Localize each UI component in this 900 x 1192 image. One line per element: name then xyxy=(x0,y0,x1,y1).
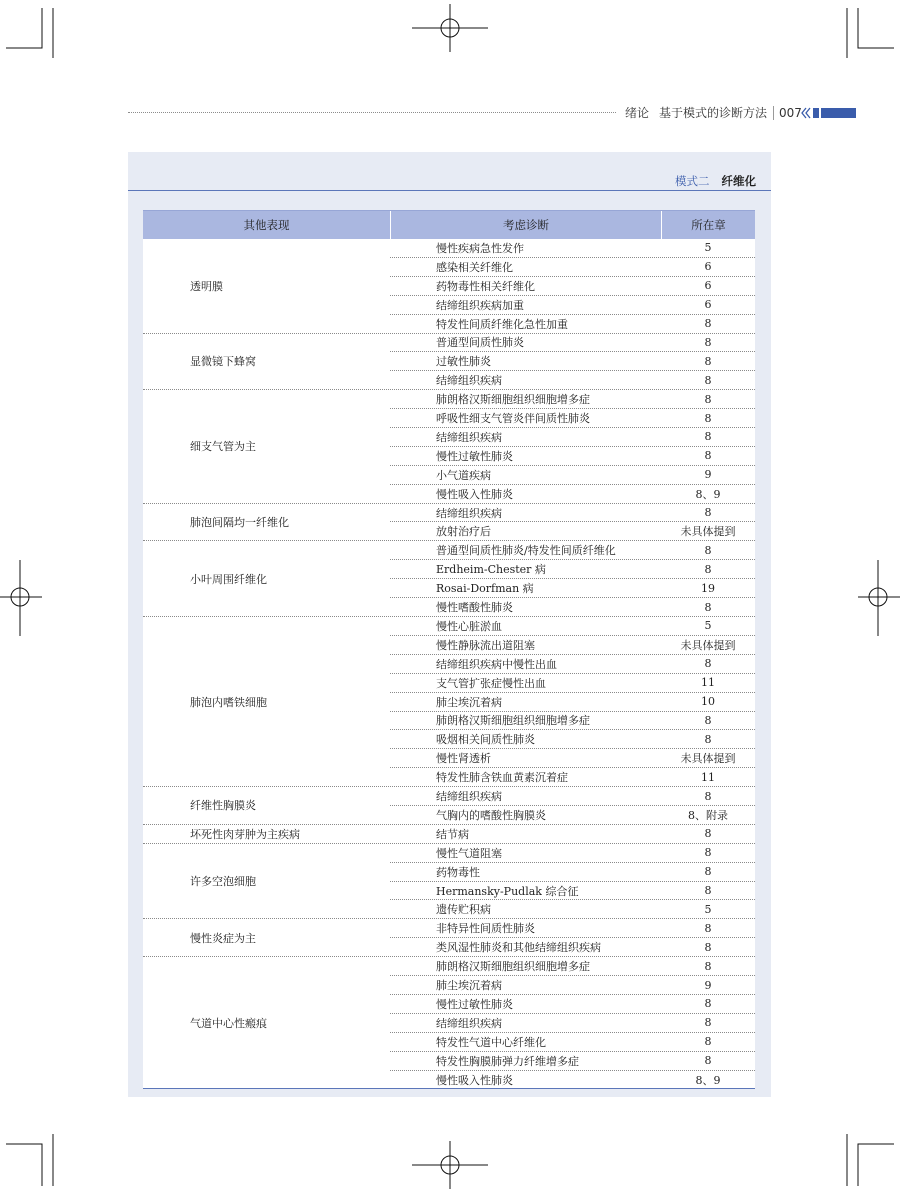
page-tab-decoration xyxy=(800,105,858,121)
diagnosis-cell: 肺尘埃沉着病 xyxy=(436,979,502,992)
column-header-other-findings: 其他表现 xyxy=(243,218,290,232)
table-row xyxy=(390,957,755,976)
running-header-separator xyxy=(773,106,774,120)
table-group xyxy=(143,957,755,1089)
table-group xyxy=(143,617,755,787)
diagnosis-cell: Erdheim-Chester 病 xyxy=(436,563,546,577)
diagnosis-cell: 药物毒性相关纤维化 xyxy=(436,279,535,293)
table-header-row xyxy=(143,210,755,239)
chapter-cell: 8 xyxy=(704,449,712,463)
chapter-cell: 6 xyxy=(704,298,712,312)
feature-cell: 许多空泡细胞 xyxy=(190,875,256,889)
table-row xyxy=(390,541,755,560)
table-row xyxy=(390,334,755,353)
tab-block-small xyxy=(813,108,819,118)
diagnosis-cell: 结缔组织疾病 xyxy=(436,506,502,520)
table-row xyxy=(390,296,755,315)
diagnosis-cell: 慢性疾病急性发作 xyxy=(436,241,524,255)
table-row xyxy=(390,825,755,843)
chapter-cell: 8 xyxy=(704,959,712,973)
panel-heading xyxy=(675,174,756,188)
diagnosis-cell: 感染相关纤维化 xyxy=(436,260,513,274)
running-header-dotted-rule xyxy=(128,112,616,113)
chapter-cell: 8 xyxy=(704,600,712,614)
diagnosis-cell: 慢性心脏淤血 xyxy=(436,619,502,633)
table-row xyxy=(390,1071,755,1089)
diagnosis-cell: 遗传贮积病 xyxy=(436,903,491,917)
feature-cell: 坏死性肉芽肿为主疾病 xyxy=(190,827,300,841)
double-chevron-icon xyxy=(802,108,810,118)
diagnosis-cell: 吸烟相关间质性肺炎 xyxy=(436,733,535,747)
diagnosis-cell: 慢性静脉流出道阻塞 xyxy=(436,638,535,652)
chapter-cell: 8、附录 xyxy=(688,808,728,822)
table-row xyxy=(390,844,755,863)
table-row xyxy=(390,504,755,523)
table-row xyxy=(390,315,755,333)
diagnosis-rows xyxy=(390,504,755,541)
table-row xyxy=(390,863,755,882)
registration-mark-right xyxy=(858,560,900,636)
diagnosis-cell: 气胸内的嗜酸性胸膜炎 xyxy=(436,808,546,822)
table-row xyxy=(390,882,755,901)
diagnosis-rows xyxy=(390,617,755,786)
crop-mark-bottom-left xyxy=(6,1134,53,1186)
diagnosis-cell: 肺朗格汉斯细胞组织细胞增多症 xyxy=(436,960,590,974)
chapter-cell: 8 xyxy=(704,430,712,444)
registration-mark-bottom xyxy=(412,1141,488,1189)
diagnosis-rows xyxy=(390,239,755,333)
diagnosis-cell: 结缔组织疾病 xyxy=(436,430,502,444)
table-row xyxy=(390,598,755,616)
chapter-cell: 11 xyxy=(701,770,715,784)
diagnosis-cell: 小气道疾病 xyxy=(436,468,491,482)
chapter-cell: 8 xyxy=(704,940,712,954)
chapter-cell: 8 xyxy=(704,789,712,803)
table-row xyxy=(390,768,755,786)
chapter-cell: 8 xyxy=(704,827,712,841)
chapter-cell: 8 xyxy=(704,562,712,576)
table-row xyxy=(390,712,755,731)
table-row xyxy=(390,617,755,636)
chapter-cell: 9 xyxy=(704,468,712,482)
chapter-cell: 8 xyxy=(704,392,712,406)
table-group xyxy=(143,919,755,957)
table-row xyxy=(390,900,755,918)
chapter-cell: 8 xyxy=(704,1054,712,1068)
running-header-chapter: 绪论 xyxy=(625,106,650,120)
table-row xyxy=(390,655,755,674)
feature-cell: 慢性炎症为主 xyxy=(190,931,256,945)
diagnosis-cell: 慢性肾透析 xyxy=(436,752,491,766)
diagnosis-rows xyxy=(390,919,755,956)
table-row xyxy=(390,1014,755,1033)
chapter-cell: 8 xyxy=(704,865,712,879)
table-row xyxy=(390,1052,755,1071)
diagnosis-cell: 药物毒性 xyxy=(436,865,480,879)
chapter-cell: 8 xyxy=(704,997,712,1011)
diagnosis-cell: Hermansky-Pudlak 综合征 xyxy=(436,884,579,898)
chapter-cell: 8 xyxy=(704,846,712,860)
chapter-cell: 11 xyxy=(701,676,715,690)
chapter-cell: 8、9 xyxy=(695,487,721,501)
diagnosis-rows xyxy=(390,787,755,824)
chapter-cell: 8 xyxy=(704,373,712,387)
table-row xyxy=(390,1033,755,1052)
diagnosis-cell: 慢性过敏性肺炎 xyxy=(436,997,513,1011)
table-group xyxy=(143,504,755,542)
panel-heading-rule xyxy=(128,190,771,191)
running-header-section: 基于模式的诊断方法 xyxy=(659,106,768,120)
diagnosis-cell: 特发性气道中心纤维化 xyxy=(436,1035,546,1049)
chapter-cell: 8 xyxy=(704,543,712,557)
table-row xyxy=(390,258,755,277)
diagnosis-cell: 支气管扩张症慢性出血 xyxy=(436,676,546,690)
table-group xyxy=(143,844,755,920)
diagnosis-cell: 慢性嗜酸性肺炎 xyxy=(436,601,513,615)
table-row xyxy=(390,466,755,485)
table-row xyxy=(390,693,755,712)
diagnosis-rows xyxy=(390,390,755,502)
diagnosis-cell: 结缔组织疾病加重 xyxy=(436,298,524,312)
feature-cell: 气道中心性瘢痕 xyxy=(190,1016,267,1030)
chapter-cell: 8 xyxy=(704,335,712,349)
diagnosis-table xyxy=(143,210,755,1089)
tab-block-bar xyxy=(821,108,856,118)
chapter-cell: 19 xyxy=(701,581,715,595)
table-row xyxy=(390,447,755,466)
diagnosis-cell: 过敏性肺炎 xyxy=(436,355,491,369)
chapter-cell: 未具体提到 xyxy=(680,525,736,539)
chapter-cell: 8 xyxy=(704,354,712,368)
diagnosis-cell: 特发性胸膜肺弹力纤维增多症 xyxy=(436,1054,579,1068)
diagnosis-rows xyxy=(390,957,755,1088)
diagnosis-cell: 结缔组织疾病 xyxy=(436,374,502,388)
feature-cell: 小叶周围纤维化 xyxy=(190,572,267,586)
diagnosis-cell: 结缔组织疾病中慢性出血 xyxy=(436,657,557,671)
table-group xyxy=(143,541,755,617)
table-group xyxy=(143,787,755,825)
diagnosis-cell: 类风湿性肺炎和其他结缔组织疾病 xyxy=(436,941,601,955)
crop-mark-top-left xyxy=(6,8,53,58)
chapter-cell: 9 xyxy=(704,978,712,992)
crop-mark-bottom-right xyxy=(847,1134,894,1186)
table-row xyxy=(390,674,755,693)
chapter-cell: 8 xyxy=(704,732,712,746)
diagnosis-cell: 慢性吸入性肺炎 xyxy=(436,1073,513,1087)
chapter-cell: 6 xyxy=(704,279,712,293)
diagnosis-cell: 慢性气道阻塞 xyxy=(436,846,502,860)
diagnosis-rows xyxy=(390,825,755,843)
chapter-cell: 5 xyxy=(704,902,712,916)
pattern-label: 模式二 xyxy=(675,174,710,188)
chapter-cell: 10 xyxy=(701,695,715,709)
diagnosis-cell: 放射治疗后 xyxy=(436,525,491,539)
chapter-cell: 8 xyxy=(704,884,712,898)
chapter-cell: 8、9 xyxy=(695,1073,721,1087)
table-row xyxy=(390,409,755,428)
table-row xyxy=(390,352,755,371)
table-row xyxy=(390,428,755,447)
content-panel xyxy=(128,152,771,1097)
table-row xyxy=(390,806,755,824)
diagnosis-cell: 肺朗格汉斯细胞组织细胞增多症 xyxy=(436,714,590,728)
diagnosis-cell: 慢性吸入性肺炎 xyxy=(436,487,513,501)
table-row xyxy=(390,239,755,258)
table-row xyxy=(390,730,755,749)
feature-cell: 纤维性胸膜炎 xyxy=(190,799,256,813)
chapter-cell: 5 xyxy=(704,619,712,633)
diagnosis-cell: 特发性间质纤维化急性加重 xyxy=(436,317,568,331)
crop-mark-top-right xyxy=(847,8,894,58)
table-group xyxy=(143,334,755,391)
column-header-diagnosis: 考虑诊断 xyxy=(390,211,661,239)
registration-mark-left xyxy=(0,560,42,636)
table-row xyxy=(390,938,755,956)
diagnosis-cell: 特发性肺含铁血黄素沉着症 xyxy=(436,771,568,785)
diagnosis-rows xyxy=(390,334,755,390)
chapter-cell: 8 xyxy=(704,713,712,727)
table-group xyxy=(143,825,755,844)
feature-cell: 显微镜下蜂窝 xyxy=(190,355,256,369)
chapter-cell: 8 xyxy=(704,506,712,520)
table-row xyxy=(390,919,755,938)
diagnosis-cell: 结缔组织疾病 xyxy=(436,790,502,804)
table-row xyxy=(390,636,755,655)
table-body xyxy=(143,239,755,1089)
chapter-cell: 未具体提到 xyxy=(680,638,736,652)
diagnosis-rows xyxy=(390,844,755,919)
running-header-title xyxy=(625,105,767,121)
table-row xyxy=(390,995,755,1014)
chapter-cell: 6 xyxy=(704,260,712,274)
table-row xyxy=(390,390,755,409)
chapter-cell: 未具体提到 xyxy=(680,752,736,766)
chapter-cell: 5 xyxy=(704,241,712,255)
table-group xyxy=(143,239,755,334)
chapter-cell: 8 xyxy=(704,411,712,425)
diagnosis-cell: 结节病 xyxy=(436,827,469,841)
table-row xyxy=(390,749,755,768)
column-header-chapter: 所在章 xyxy=(661,211,755,239)
registration-mark-top xyxy=(412,4,488,52)
feature-cell: 肺泡间隔均一纤维化 xyxy=(190,515,289,529)
table-row xyxy=(390,976,755,995)
table-row xyxy=(390,560,755,579)
diagnosis-cell: 慢性过敏性肺炎 xyxy=(436,449,513,463)
feature-cell: 透明膜 xyxy=(190,279,223,293)
page-number: 007 xyxy=(779,106,802,120)
table-row xyxy=(390,787,755,806)
table-row xyxy=(390,485,755,503)
table-group xyxy=(143,390,755,503)
diagnosis-cell: 普通型间质性肺炎/特发性间质纤维化 xyxy=(436,544,616,558)
feature-cell: 肺泡内嗜铁细胞 xyxy=(190,695,267,709)
chapter-cell: 8 xyxy=(704,657,712,671)
table-row xyxy=(390,579,755,598)
feature-cell: 细支气管为主 xyxy=(190,440,256,454)
diagnosis-cell: 呼吸性细支气管炎伴间质性肺炎 xyxy=(436,412,590,426)
diagnosis-cell: 肺尘埃沉着病 xyxy=(436,695,502,709)
table-row xyxy=(390,277,755,296)
chapter-cell: 8 xyxy=(704,317,712,331)
chapter-cell: 8 xyxy=(704,921,712,935)
chapter-cell: 8 xyxy=(704,1016,712,1030)
diagnosis-cell: 非特异性间质性肺炎 xyxy=(436,922,535,936)
chapter-cell: 8 xyxy=(704,1035,712,1049)
diagnosis-rows xyxy=(390,541,755,616)
pattern-name: 纤维化 xyxy=(721,174,756,188)
diagnosis-cell: 结缔组织疾病 xyxy=(436,1016,502,1030)
diagnosis-cell: 肺朗格汉斯细胞组织细胞增多症 xyxy=(436,393,590,407)
table-row xyxy=(390,522,755,540)
table-row xyxy=(390,371,755,389)
diagnosis-cell: 普通型间质性肺炎 xyxy=(436,336,524,350)
diagnosis-cell: Rosai-Dorfman 病 xyxy=(436,582,534,596)
